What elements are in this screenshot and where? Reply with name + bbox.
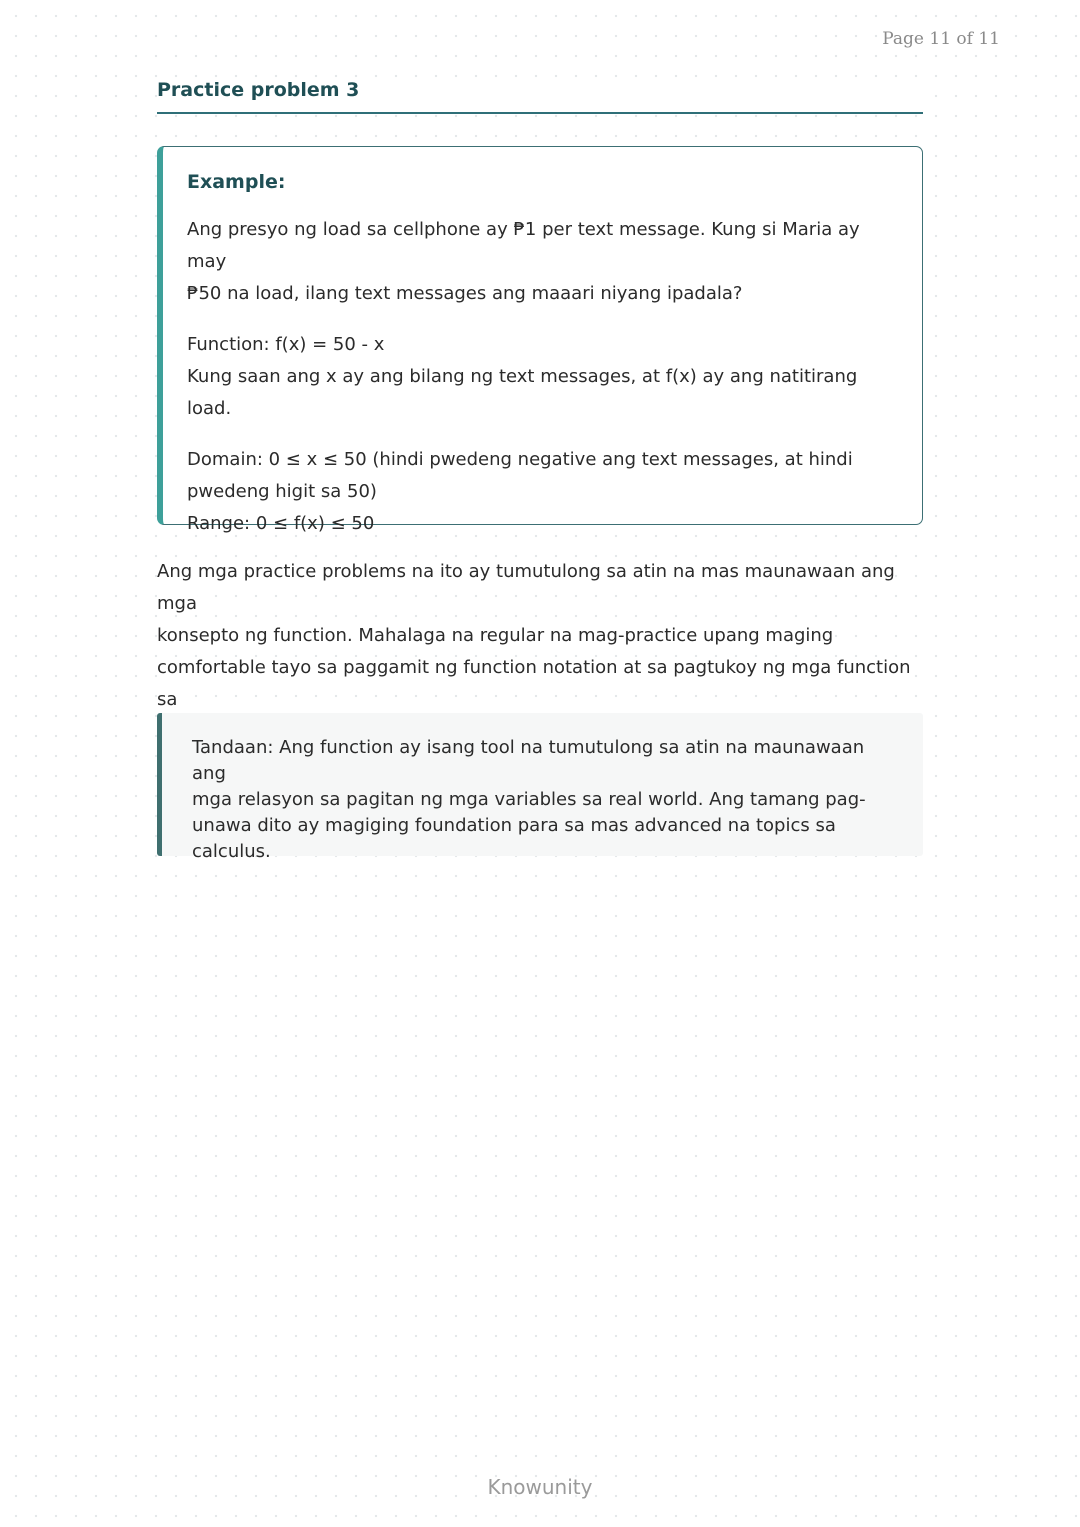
body-paragraph-line: comfortable tayo sa paggamit ng function notation at sa pagtukoy ng mga function sa [157, 657, 911, 710]
body-paragraph-line: Ang mga practice problems na ito ay tumutulong sa atin na mas maunawaan ang mga [157, 561, 895, 614]
example-problem [187, 214, 898, 310]
example-box [157, 146, 923, 534]
note-callout [157, 713, 923, 862]
section-title: Practice problem 3 [157, 79, 923, 114]
note-line: unawa dito ay magiging foundation para sa mas advanced na topics sa [192, 815, 836, 836]
domain-line: Domain: 0 ≤ x ≤ 50 (hindi pwedeng negative ang text messages, at hindi [187, 449, 853, 470]
page-number: Page 11 of 11 [882, 29, 1000, 49]
example-problem-line: ₱50 na load, ilang text messages ang maaari niyang ipadala? [187, 283, 743, 304]
domain-line: pwedeng higit sa 50) [187, 481, 377, 502]
range-line: Range: 0 ≤ f(x) ≤ 50 [187, 513, 375, 534]
note-line: Tandaan: Ang function ay isang tool na tumutulong sa atin na maunawaan ang [192, 737, 865, 784]
note-line: mga relasyon sa pagitan ng mga variables sa real world. Ang tamang pag- [192, 789, 866, 810]
footer-brand: Knowunity [487, 1475, 593, 1499]
example-domain-range [187, 444, 898, 540]
example-problem-line: Ang presyo ng load sa cellphone ay ₱1 per text message. Kung si Maria ay may [187, 219, 860, 272]
note-line: calculus. [192, 841, 271, 862]
example-function [187, 329, 898, 425]
function-explanation: Kung saan ang x ay ang bilang ng text messages, at f(x) ay ang natitirang load. [187, 366, 858, 419]
function-formula: Function: f(x) = 50 - x [187, 334, 385, 355]
example-heading: Example: [187, 171, 286, 193]
body-paragraph-line: konsepto ng function. Mahalaga na regular na mag-practice upang maging [157, 625, 834, 646]
